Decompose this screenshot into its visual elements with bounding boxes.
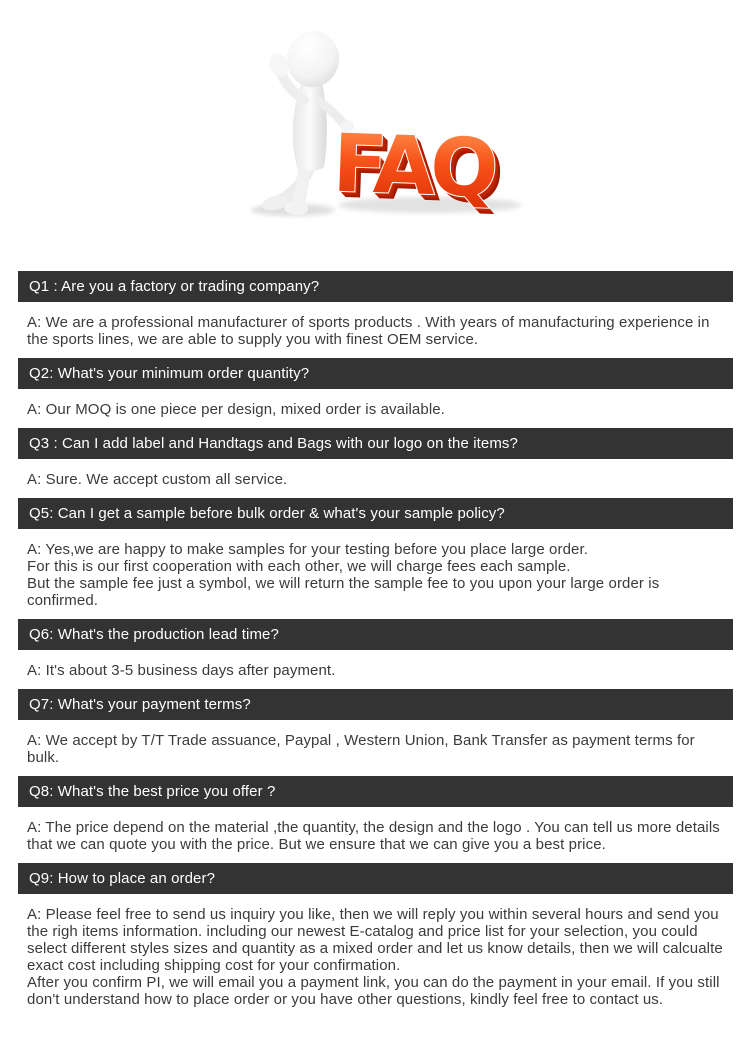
question-bar: Q3 : Can I add label and Handtags and Bags with our logo on the items? bbox=[18, 428, 733, 459]
answer-text bbox=[18, 732, 733, 766]
answer-text bbox=[18, 314, 733, 348]
question-bar: Q8: What's the best price you offer ? bbox=[18, 776, 733, 807]
faq-section bbox=[18, 619, 733, 679]
answer-line: A: It's about 3-5 business days after payment. bbox=[27, 662, 336, 679]
faq-letters bbox=[331, 117, 502, 220]
answer-line: After you confirm PI, we will email you a payment link, you can do the payment in your email. If you still don't understand how to place order or you have other questions, kindly feel free to contact us. bbox=[27, 974, 720, 1008]
faq-section bbox=[18, 863, 733, 1008]
answer-line: A: Yes,we are happy to make samples for your testing before you place large order. bbox=[27, 541, 589, 558]
answer-line: A: Sure. We accept custom all service. bbox=[27, 471, 288, 488]
faq-section bbox=[18, 358, 733, 418]
answer-text bbox=[18, 819, 733, 853]
answer-text bbox=[18, 541, 733, 609]
question-bar: Q2: What's your minimum order quantity? bbox=[18, 358, 733, 389]
answer-text bbox=[18, 906, 733, 1008]
answer-line: A: The price depend on the material ,the quantity, the design and the logo . You can tell us more details that we can quote you with the price. But we ensure that we can give you a best price. bbox=[27, 819, 720, 853]
answer-line: For this is our first cooperation with each other, we will charge fees each sample. bbox=[27, 558, 571, 575]
faq-section bbox=[18, 498, 733, 609]
question-bar: Q5: Can I get a sample before bulk order & what's your sample policy? bbox=[18, 498, 733, 529]
answer-text bbox=[18, 471, 733, 488]
question-bar: Q1 : Are you a factory or trading company? bbox=[18, 271, 733, 302]
faq-section bbox=[18, 271, 733, 348]
answer-line: A: We accept by T/T Trade assuance, Paypal , Western Union, Bank Transfer as payment terms for bulk. bbox=[27, 732, 695, 766]
faq-section bbox=[18, 689, 733, 766]
faq-3d-graphic bbox=[235, 24, 545, 220]
answer-line: A: We are a professional manufacturer of sports products . With years of manufacturing experience in the sports lines, we are able to supply you with finest OEM service. bbox=[27, 314, 710, 348]
faq-3d-graphic-svg bbox=[235, 24, 545, 220]
answer-text bbox=[18, 662, 733, 679]
faq-section bbox=[18, 776, 733, 853]
question-bar: Q9: How to place an order? bbox=[18, 863, 733, 894]
faq-section bbox=[18, 428, 733, 488]
figure-head bbox=[283, 28, 342, 91]
answer-line: But the sample fee just a symbol, we will return the sample fee to you upon your large order is confirmed. bbox=[27, 575, 660, 609]
hero-banner bbox=[0, 0, 750, 271]
answer-line: A: Please feel free to send us inquiry you like, then we will reply you within several hours and send you the righ items information. including our newest E-catalog and price list for your selection, you could select different styles sizes and quantity as a mixed order and let us know details, then we will calcualte exact cost including shipping cost for your confirmation. bbox=[27, 906, 723, 974]
question-bar: Q7: What's your payment terms? bbox=[18, 689, 733, 720]
answer-text bbox=[18, 401, 733, 418]
question-bar: Q6: What's the production lead time? bbox=[18, 619, 733, 650]
faq-list bbox=[18, 271, 733, 1008]
answer-line: A: Our MOQ is one piece per design, mixed order is available. bbox=[27, 401, 445, 418]
